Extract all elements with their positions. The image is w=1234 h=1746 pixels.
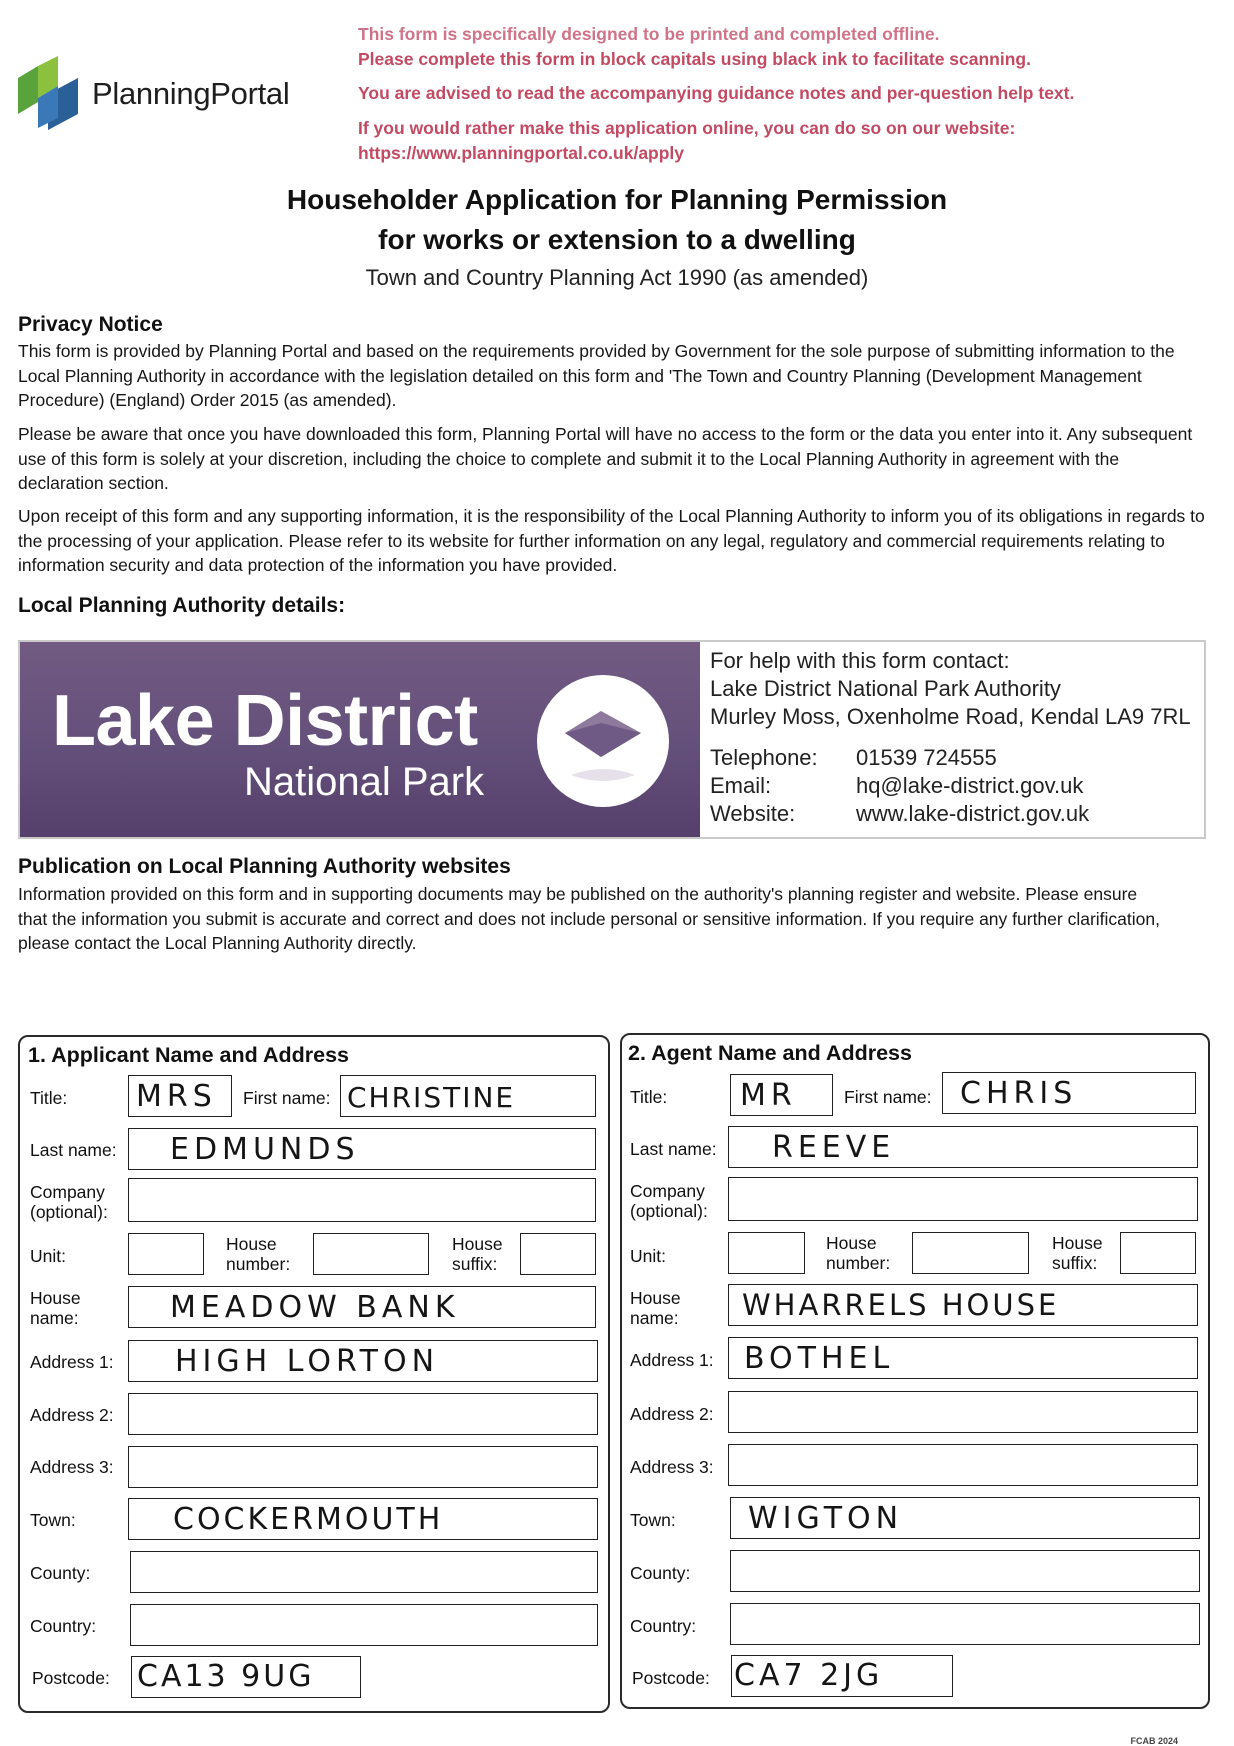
applicant-company-field[interactable] — [128, 1178, 596, 1222]
agent-house-name-label-1: House — [630, 1288, 681, 1308]
applicant-house-suffix-label-2: suffix: — [452, 1254, 498, 1274]
applicant-company-label-2: (optional): — [30, 1202, 108, 1222]
agent-postcode-value: CA7 2JG — [734, 1658, 884, 1693]
applicant-county-label: County: — [30, 1563, 91, 1583]
applicant-house-number-field[interactable] — [313, 1233, 429, 1275]
planning-portal-logo-icon — [14, 56, 82, 132]
agent-town-value: WIGTON — [748, 1501, 904, 1536]
form-subtitle: Town and Country Planning Act 1990 (as amended) — [365, 265, 869, 290]
applicant-house-number-label-2: number: — [226, 1254, 291, 1274]
privacy-para-2: Please be aware that once you have downloaded this form, Planning Portal will have no access to the form or the data you enter into it. Any subsequent use of this form is solely at your discretion, including the choice to complete and submit it to the Local Planning Authority in agreement with the declaration section. — [18, 424, 1193, 493]
agent-house-suffix-label-2: suffix: — [1052, 1253, 1098, 1273]
lpa-help-line2: Lake District National Park Authority — [710, 676, 1061, 701]
agent-address2-label: Address 2: — [630, 1404, 714, 1424]
applicant-title-label: Title: — [30, 1088, 68, 1108]
notice-url[interactable]: https://www.planningportal.co.uk/apply — [358, 143, 685, 163]
applicant-address2-label: Address 2: — [30, 1405, 114, 1425]
banner-title: Lake District — [52, 681, 478, 761]
agent-house-number-field[interactable] — [912, 1232, 1029, 1274]
applicant-address3-label: Address 3: — [30, 1457, 114, 1477]
agent-county-label: County: — [630, 1563, 691, 1583]
agent-house-number-label-1: House — [826, 1233, 877, 1253]
applicant-first-name-label: First name: — [243, 1088, 331, 1108]
agent-address3-field[interactable] — [728, 1444, 1198, 1486]
agent-first-name-value: CHRIS — [960, 1076, 1078, 1111]
agent-country-label: Country: — [630, 1616, 697, 1636]
applicant-address2-field[interactable] — [128, 1393, 598, 1435]
lpa-heading: Local Planning Authority details: — [18, 594, 346, 617]
agent-house-suffix-label-1: House — [1052, 1233, 1103, 1253]
agent-postcode-label: Postcode: — [632, 1668, 710, 1688]
notice-guidance: You are advised to read the accompanying guidance notes and per-question help text. — [358, 83, 1075, 103]
applicant-company-label-1: Company — [30, 1182, 105, 1202]
email-label: Email: — [710, 773, 772, 798]
planning-portal-logo-text: PlanningPortal — [92, 76, 290, 111]
applicant-house-number-label-1: House — [226, 1234, 277, 1254]
agent-unit-field[interactable] — [728, 1232, 805, 1274]
applicant-address3-field[interactable] — [128, 1446, 598, 1488]
agent-first-name-label: First name: — [844, 1087, 932, 1107]
applicant-last-name-label: Last name: — [30, 1140, 117, 1160]
applicant-house-name-value: MEADOW BANK — [170, 1290, 460, 1325]
applicant-country-field[interactable] — [130, 1604, 598, 1646]
form-code: FCAB 2024 — [1130, 1736, 1178, 1746]
applicant-country-label: Country: — [30, 1616, 97, 1636]
telephone-label: Telephone: — [710, 745, 818, 770]
agent-address2-field[interactable] — [728, 1391, 1198, 1433]
lpa-help-line3: Murley Moss, Oxenholme Road, Kendal LA9 7RL — [710, 704, 1191, 729]
form-title-line2: for works or extension to a dwelling — [378, 224, 856, 255]
agent-house-name-value: WHARRELS HOUSE — [742, 1288, 1060, 1322]
email-value[interactable]: hq@lake-district.gov.uk — [856, 773, 1084, 798]
lpa-help-line1: For help with this form contact: — [710, 648, 1010, 673]
agent-town-label: Town: — [630, 1510, 676, 1530]
applicant-postcode-label: Postcode: — [32, 1668, 110, 1688]
applicant-postcode-value: CA13 9UG — [137, 1659, 315, 1694]
notice-block-capitals: Please complete this form in block capitals using black ink to facilitate scanning. — [358, 49, 1031, 69]
applicant-county-field[interactable] — [130, 1551, 598, 1593]
publication-text: Information provided on this form and in supporting documents may be published on the authority's planning register and website. Please ensure that the information you submit is accurate and correct and does not include personal or sensitive information. If you require any further clarification, please contact the Local Planning Authority directly. — [18, 884, 1160, 953]
applicant-town-label: Town: — [30, 1510, 76, 1530]
notice-online: If you would rather make this application online, you can do so on our website: — [358, 118, 1016, 138]
agent-title-label: Title: — [630, 1087, 668, 1107]
privacy-para-3: Upon receipt of this form and any supporting information, it is the responsibility of the Local Planning Authority to inform you of its obligations in regards to the processing of your application. Please refer to its website for further information on any legal, regulatory and commercial requirements relating to information security and data protection of the information you have provided. — [18, 506, 1205, 575]
applicant-house-name-label-2: name: — [30, 1308, 79, 1328]
agent-company-field[interactable] — [728, 1177, 1198, 1221]
applicant-unit-field[interactable] — [128, 1233, 204, 1275]
publication-heading: Publication on Local Planning Authority websites — [18, 855, 511, 878]
agent-county-field[interactable] — [730, 1550, 1200, 1592]
agent-last-name-value: REEVE — [772, 1130, 896, 1165]
telephone-value: 01539 724555 — [856, 745, 997, 770]
applicant-last-name-value: EDMUNDS — [170, 1132, 360, 1167]
agent-house-number-label-2: number: — [826, 1253, 891, 1273]
applicant-heading: 1. Applicant Name and Address — [28, 1043, 349, 1067]
applicant-first-name-value: CHRISTINE — [347, 1081, 516, 1114]
agent-country-field[interactable] — [730, 1603, 1200, 1645]
lake-district-banner — [20, 642, 700, 837]
privacy-para-1: This form is provided by Planning Portal and based on the requirements provided by Government for the sole purpose of submitting information to the Local Planning Authority in accordance with the legislation detailed on this form and 'The Town and Country Planning (Development Management Procedure) (England) Order 2015 (as amended). — [18, 341, 1175, 410]
form-title-line1: Householder Application for Planning Permission — [286, 184, 948, 215]
agent-last-name-label: Last name: — [630, 1139, 717, 1159]
agent-company-label-1: Company — [630, 1181, 705, 1201]
banner-subtitle: National Park — [244, 760, 485, 804]
agent-house-suffix-field[interactable] — [1120, 1232, 1196, 1274]
agent-unit-label: Unit: — [630, 1246, 666, 1266]
website-label: Website: — [710, 801, 796, 826]
applicant-address1-label: Address 1: — [30, 1352, 114, 1372]
agent-heading: 2. Agent Name and Address — [628, 1041, 912, 1065]
applicant-house-name-label-1: House — [30, 1288, 81, 1308]
agent-title-value: MR — [740, 1078, 797, 1113]
agent-address1-label: Address 1: — [630, 1350, 714, 1370]
privacy-heading: Privacy Notice — [18, 313, 163, 336]
website-value[interactable]: www.lake-district.gov.uk — [856, 801, 1090, 826]
notice-offline: This form is specifically designed to be printed and completed offline. — [358, 24, 940, 44]
national-park-emblem-icon — [537, 675, 669, 807]
agent-house-name-label-2: name: — [630, 1308, 679, 1328]
agent-address3-label: Address 3: — [630, 1457, 714, 1477]
applicant-house-suffix-label-1: House — [452, 1234, 503, 1254]
applicant-town-value: COCKERMOUTH — [173, 1502, 444, 1537]
applicant-address1-value: HIGH LORTON — [175, 1344, 440, 1379]
agent-company-label-2: (optional): — [630, 1201, 708, 1221]
applicant-unit-label: Unit: — [30, 1246, 66, 1266]
applicant-title-value: MRS — [136, 1079, 217, 1114]
lpa-details-box — [18, 640, 1206, 839]
applicant-house-suffix-field[interactable] — [520, 1233, 596, 1275]
agent-address1-value: BOTHEL — [744, 1341, 895, 1376]
